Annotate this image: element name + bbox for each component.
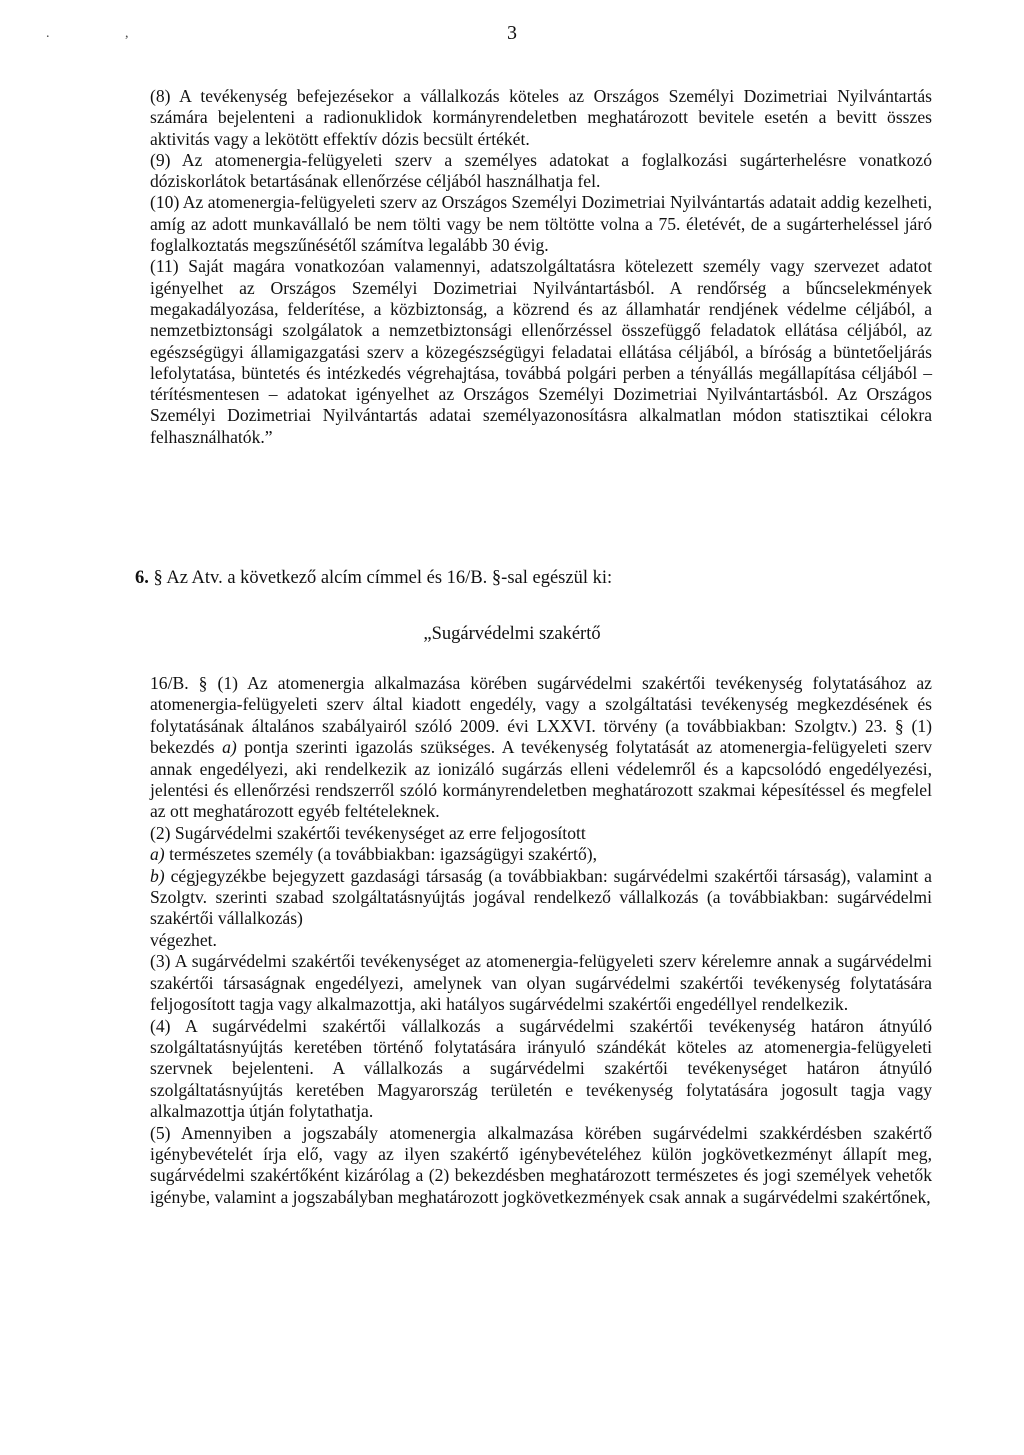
p1-text: 16/B. § (1) Az atomenergia alkalmazása körében sugárvédelmi szakértői tevékenység folytatásához az atomenergia-felügyeleti szerv által kiadott engedély, vagy a szolgáltatási tevékenység megkezdésének és folytatásának általános szabályairól szóló 2009. évi LXXVI. törvény (a továbbiakban: Szolgtv.) 23. § (1) bekezdés xyxy=(150,673,932,758)
paragraph-10: (10) Az atomenergia-felügyeleti szerv az Országos Személyi Dozimetriai Nyilvántartás adatait addig kezelheti, amíg az adott munkavállaló be nem tölti vagy be nem töltötte volna a 75. életévét, de a sugárterheléssel járó foglalkoztatás megszűnésétől számítva legalább 30 évig. xyxy=(150,192,932,256)
list-label-a: a) xyxy=(150,844,165,865)
subheading: „Sugárvédelmi szakértő xyxy=(423,624,601,644)
section-symbol: § xyxy=(153,568,163,588)
paragraph-16b-1 xyxy=(150,673,932,823)
list-text-a: természetes személy (a továbbiakban: igazságügyi szakértő), xyxy=(169,844,597,865)
section-text: Az Atv. a következő alcím címmel és 16/B. §-sal egészül ki: xyxy=(166,568,613,588)
page-number: 3 xyxy=(507,22,517,44)
paragraph-8: (8) A tevékenység befejezésekor a vállalkozás köteles az Országos Személyi Dozimetriai Nyilvántartás számára bejelenteni a radionuklidok kormányrendeletben meghatározott bevitele esetén a bevitt összes aktivitás vagy a lekötött effektív dózis becsült értékét. xyxy=(150,86,932,149)
top-paragraphs xyxy=(150,86,932,448)
list-text-b: cégjegyzékbe bejegyzett gazdasági társaság (a továbbiakban: sugárvédelmi szakértői társaság), valamint a Szolgtv. szerinti szabad szolgáltatásnyújtás jogával rendelkező vállalkozás (a továbbiakban: sugárvédelmi szakértői vállalkozás) xyxy=(150,865,932,929)
paragraph-16b-5: (5) Amennyiben a jogszabály atomenergia alkalmazása körében sugárvédelmi szakkérdésben szakértő igénybevételét írja elő, vagy az ilyen szakértő igénybevételéhez külön jogkövetkezményt állapít meg, sugárvédelmi szakértőként kizárólag a (2) bekezdésben meghatározott természetes és jogi személyek vehetők igénybe, valamint a jogszabályban meghatározott jogkövetkezmények csak annak a sugárvédelmi szakértőnek, xyxy=(150,1122,932,1207)
body-paragraphs xyxy=(150,673,932,1208)
paragraph-16b-3: (3) A sugárvédelmi szakértői tevékenységet az atomenergia-felügyeleti szerv kérelemre annak a sugárvédelmi szakértői társaságnak engedélyezi, amelynek van olyan sugárvédelmi szakértői tevékenység folytatására feljogosított tagja vagy alkalmazottja, aki hatályos sugárvédelmi szakértői engedéllyel rendelkezik. xyxy=(150,951,932,1015)
paragraph-9: (9) Az atomenergia-felügyeleti szerv a személyes adatokat a foglalkozási sugárterhelésre vonatkozó dóziskorlátok betartásának ellenőrzése céljából használhatja fel. xyxy=(150,149,932,192)
list-item-b xyxy=(150,866,932,930)
p1-italic: a) xyxy=(222,737,237,758)
paragraph-11: (11) Saját magára vonatkozóan valamennyi, adatszolgáltatásra kötelezett személy vagy szervezet adatot igényelhet az Országos Személyi Dozimetriai Nyilvántartásból. A rendőrség a bűncselekmények megakadályozása, felderítése, a közbiztonság, a közrend és az államhatár rendjének védelme céljából, a nemzetbiztonsági szolgálatok a nemzetbiztonsági ellenőrzéssel összefüggő feladatok ellátása céljából, az egészségügyi államigazgatási szerv a közegészségügyi feladatai ellátása céljából, a bíróság a büntetőeljárás lefolytatása, büntetés és intézkedés végrehajtása, továbbá polgári perben a tényállás megállapítása céljából – térítésmentesen – adatokat igényelhet az Országos Személyi Dozimetriai Nyilvántartásból. Az Országos Személyi Dozimetriai Nyilvántartás adatai személyazonosításra alkalmatlan módon statisztikai célokra felhasználhatók.” xyxy=(150,256,932,447)
paragraph-16b-4: (4) A sugárvédelmi szakértői vállalkozás a sugárvédelmi szakértői tevékenység határon átnyúló szolgáltatásnyújtás keretében történő folytatására irányuló szándékát köteles az atomenergia-felügyeleti szervnek bejelenteni. A vállalkozás a sugárvédelmi szakértői tevékenységet határon átnyúló szolgáltatásnyújtás keretében Magyarország területén e tevékenység folytatására jogosult tagja vagy alkalmazottja útján folytathatja. xyxy=(150,1015,932,1122)
list-label-b: b) xyxy=(150,865,165,886)
margin-marks: . , xyxy=(46,26,165,41)
paragraph-16b-2-end: végezhet. xyxy=(150,929,217,950)
paragraph-16b-2: (2) Sugárvédelmi szakértői tevékenységet az erre feljogosított xyxy=(150,822,586,843)
list-item-a xyxy=(150,844,932,865)
p1-rest: pontja szerinti igazolás szükséges. A tevékenység folytatását az atomenergia-felügyeleti szerv annak engedélyezi, aki rendelkezik az ionizáló sugárzás elleni védelemről és a kapcsolódó engedélyezési, jelentési és ellenőrzési rendszerről szóló kormányrendeletben meghatározott szakmai képesítéssel és megfelel az ott meghatározott egyéb feltételeknek. xyxy=(150,737,933,822)
section-number: 6. xyxy=(135,568,149,588)
section-6-title xyxy=(135,568,612,589)
